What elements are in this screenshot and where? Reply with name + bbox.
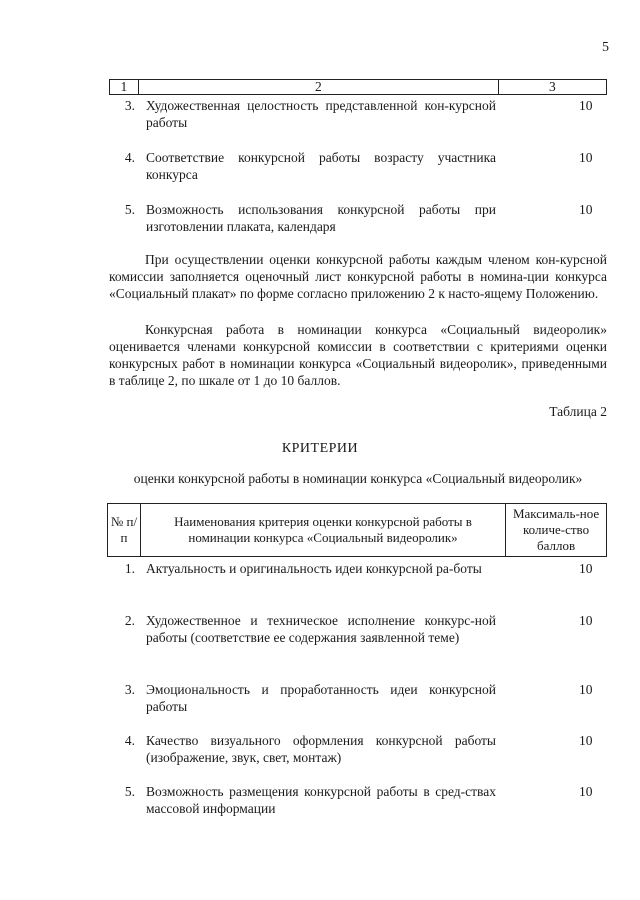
table2-header-name: Наименования критерия оценки конкурсной работы в номинации конкурса «Социальный видеоролик» (140, 504, 505, 557)
table2-row (109, 732, 607, 766)
row-value: 10 (579, 98, 593, 113)
table1-row (109, 201, 607, 235)
table2-title: КРИТЕРИИ (281, 441, 359, 456)
row-value: 10 (579, 733, 593, 748)
row-text: Возможность размещения конкурсной работы в сред-ствах массовой информации (146, 784, 496, 816)
row-value: 10 (579, 613, 593, 628)
row-text: Соответствие конкурсной работы возрасту участника конкурса (146, 150, 496, 182)
page-number: 5 (602, 40, 609, 55)
paragraph-evaluation-sheet: При осуществлении оценки конкурсной работы каждым членом кон-курсной комиссии заполняется оценочный лист конкурсной работы в номина-ции конкурса «Социальный плакат» по форме согласно приложению 2 к насто-ящему Положению. (109, 252, 607, 301)
row-value: 10 (579, 561, 593, 576)
table2-header-num: № п/п (108, 504, 141, 557)
table1-col-1: 1 (110, 80, 139, 95)
row-number: 3. (124, 98, 135, 113)
table1-row (109, 149, 607, 183)
table2-label: Таблица 2 (549, 404, 607, 419)
row-number: 4. (124, 150, 135, 165)
table2-row (109, 783, 607, 817)
row-value: 10 (579, 202, 593, 217)
table2-header-max: Максималь-ное количе-ство баллов (506, 504, 607, 557)
row-text: Актуальность и оригинальность идеи конкурсной ра-боты (146, 561, 482, 576)
row-number: 4. (124, 733, 135, 748)
table2-header (107, 503, 607, 557)
table1-col-2: 2 (138, 80, 498, 95)
row-text: Качество визуального оформления конкурсной работы (изображение, звук, свет, монтаж) (146, 733, 496, 765)
row-number: 5. (124, 784, 135, 799)
row-value: 10 (579, 150, 593, 165)
row-text: Эмоциональность и проработанность идеи конкурсной работы (146, 682, 496, 714)
table1-row (109, 97, 607, 131)
row-text: Художественное и техническое исполнение конкурс-ной работы (соответствие ее содержания заявленной теме) (146, 613, 496, 645)
row-value: 10 (579, 682, 593, 697)
table2-row (109, 681, 607, 715)
row-number: 3. (124, 682, 135, 697)
row-value: 10 (579, 784, 593, 799)
row-number: 2. (124, 613, 135, 628)
row-number: 1. (124, 561, 135, 576)
table1-header (109, 79, 607, 95)
paragraph-video-criteria: Конкурсная работа в номинации конкурса «Социальный видеоролик» оценивается членами конкурсной комиссии в соответствии с критериями оценки конкурсных работ в номинации конкурса «Социальный видеоролик», приведенными в таблице 2, по шкале от 1 до 10 баллов. (109, 322, 607, 388)
row-number: 5. (124, 202, 135, 217)
table2-subtitle: оценки конкурсной работы в номинации конкурса «Социальный видеоролик» (133, 471, 583, 486)
table1-col-3: 3 (498, 80, 606, 95)
row-text: Художественная целостность представленной кон-курсной работы (146, 98, 496, 130)
table2-row (109, 560, 607, 594)
row-text: Возможность использования конкурсной работы при изготовлении плаката, календаря (146, 202, 496, 234)
table2-row (109, 612, 607, 663)
